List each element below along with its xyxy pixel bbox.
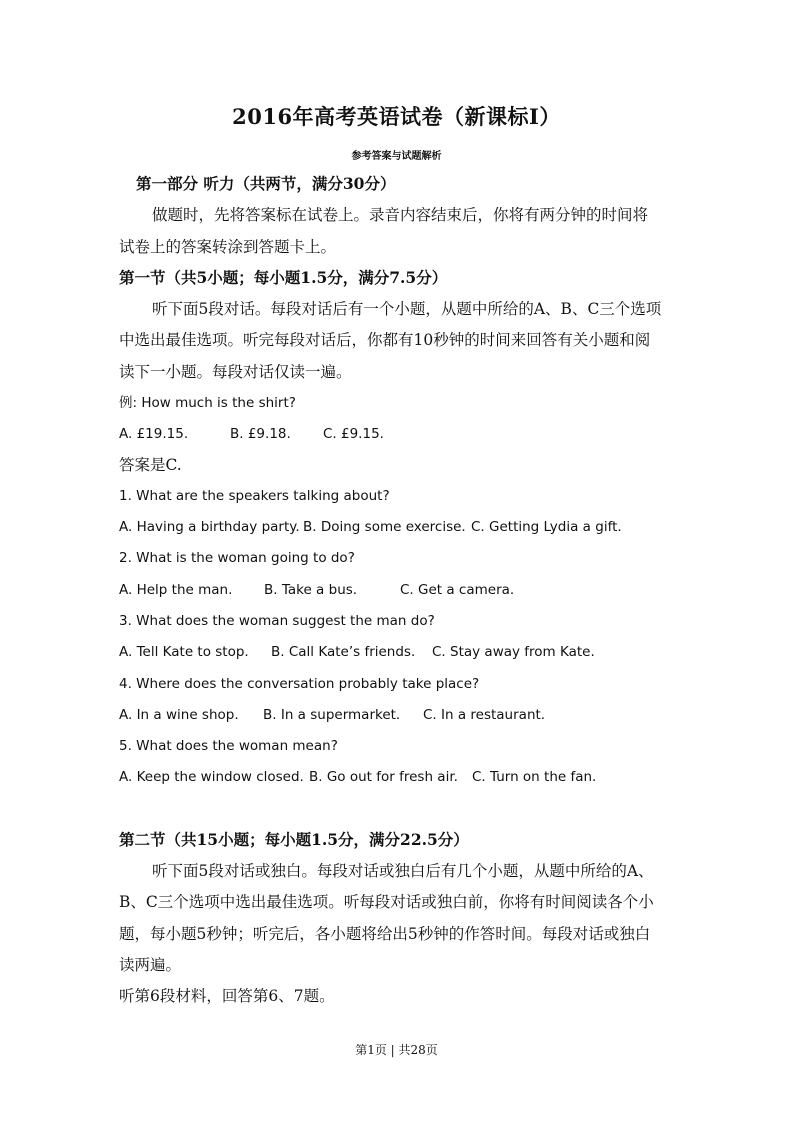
option-a: A. Keep the window closed. bbox=[119, 769, 304, 785]
section1-instruction-line: 听下面5段对话。每段对话后有一个小题，从题中所给的A、B、C三个选项 bbox=[152, 300, 662, 318]
section2-instruction-line: 题，每小题5秒钟；听完后，各小题将给出5秒钟的作答时间。每段对话或独白 bbox=[119, 925, 651, 943]
page-footer: 第1页 | 共28页 bbox=[355, 1043, 438, 1057]
option-a: A. Tell Kate to stop. bbox=[119, 644, 249, 660]
section1-heading: 第一节（共5小题；每小题1.5分，满分7.5分） bbox=[119, 268, 448, 287]
option-b: B. Take a bus. bbox=[264, 582, 358, 598]
page-subtitle: 参考答案与试题解析 bbox=[351, 151, 442, 162]
passage-prompt: 听第6段材料，回答第6、7题。 bbox=[119, 987, 335, 1005]
question-1-options bbox=[119, 517, 622, 537]
option-b: B. Go out for fresh air. bbox=[309, 769, 458, 785]
example-option-c: C. £9.15. bbox=[323, 426, 384, 442]
option-a: A. Having a birthday party. bbox=[119, 519, 300, 535]
question-5: 5. What does the woman mean? bbox=[119, 738, 338, 754]
option-b: B. Call Kate’s friends. bbox=[271, 644, 416, 660]
example-options bbox=[119, 424, 384, 444]
section2-instruction-line: B、C三个选项中选出最佳选项。听每段对话或独白前，你将有时间阅读各个小 bbox=[119, 893, 654, 911]
example-answer: 答案是C. bbox=[119, 456, 182, 474]
page-title: 2016年高考英语试卷（新课标Ⅰ） bbox=[232, 104, 561, 129]
section1-instruction-line: 读下一小题。每段对话仅读一遍。 bbox=[119, 363, 352, 381]
question-1: 1. What are the speakers talking about? bbox=[119, 488, 390, 504]
option-a: A. Help the man. bbox=[119, 582, 233, 598]
question-3-options bbox=[119, 642, 595, 662]
option-c: C. Get a camera. bbox=[400, 582, 515, 598]
option-c: C. Stay away from Kate. bbox=[432, 644, 595, 660]
part1-instruction-line: 试卷上的答案转涂到答题卡上。 bbox=[119, 238, 337, 256]
example-question: 例: How much is the shirt? bbox=[119, 395, 296, 411]
question-3: 3. What does the woman suggest the man do? bbox=[119, 613, 435, 629]
question-4-options bbox=[119, 705, 545, 725]
question-5-options bbox=[119, 767, 596, 787]
option-a: A. In a wine shop. bbox=[119, 707, 239, 723]
question-2-options bbox=[119, 580, 514, 600]
question-2: 2. What is the woman going to do? bbox=[119, 550, 355, 566]
example-option-b: B. £9.18. bbox=[230, 426, 291, 442]
example-option-a: A. £19.15. bbox=[119, 426, 189, 442]
section1-instruction-line: 中选出最佳选项。听完每段对话后，你都有10秒钟的时间来回答有关小题和阅 bbox=[119, 331, 651, 349]
option-b: B. In a supermarket. bbox=[263, 707, 401, 723]
option-c: C. In a restaurant. bbox=[423, 707, 546, 723]
question-4: 4. Where does the conversation probably take place? bbox=[119, 676, 480, 692]
option-b: B. Doing some exercise. bbox=[303, 519, 466, 535]
option-c: C. Turn on the fan. bbox=[472, 769, 597, 785]
option-c: C. Getting Lydia a gift. bbox=[471, 519, 622, 535]
part1-heading: 第一部分 听力（共两节，满分30分） bbox=[136, 174, 396, 193]
part1-instruction-line: 做题时，先将答案标在试卷上。录音内容结束后，你将有两分钟的时间将 bbox=[152, 206, 649, 224]
section2-heading: 第二节（共15小题；每小题1.5分，满分22.5分） bbox=[119, 830, 469, 849]
section2-instruction-line: 听下面5段对话或独白。每段对话或独白后有几个小题，从题中所给的A、 bbox=[152, 862, 654, 880]
section2-instruction-line: 读两遍。 bbox=[119, 956, 182, 974]
